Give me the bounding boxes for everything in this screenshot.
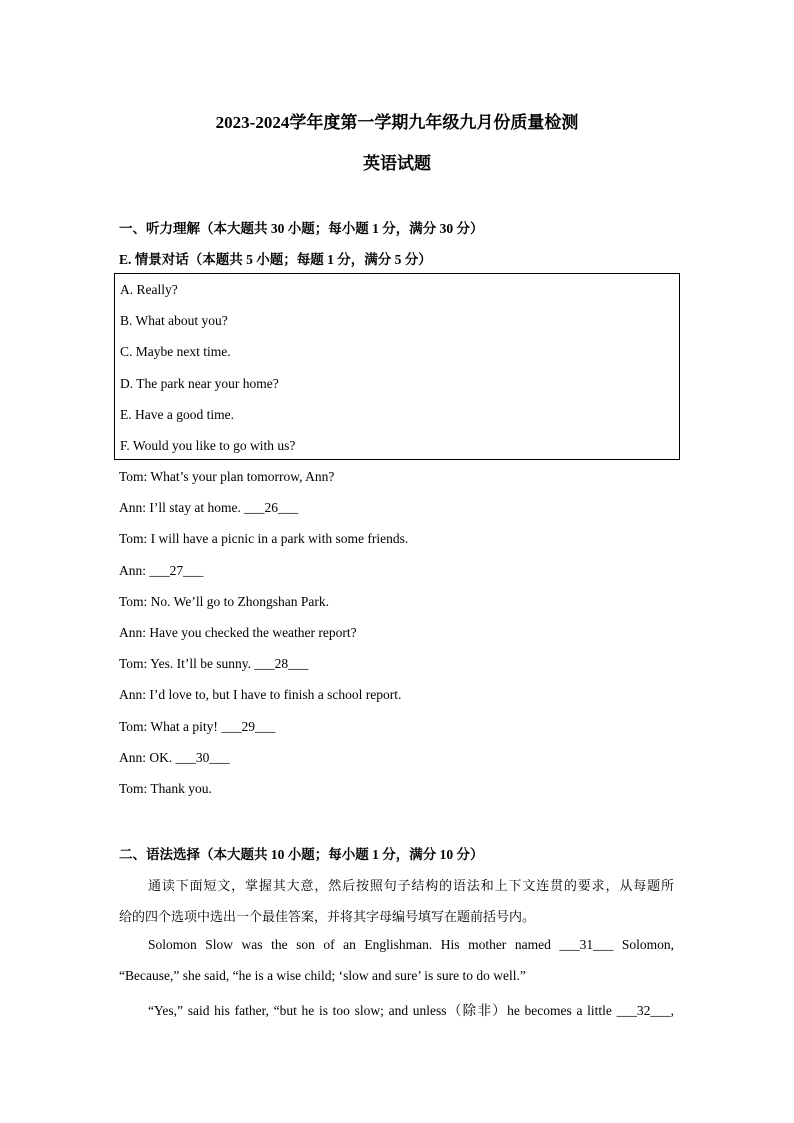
- passage-line-2: “Because,” she said, “he is a wise child; ‘slow and sure’ is sure to do well.”: [119, 968, 526, 983]
- option-f: F. Would you like to go with us?: [120, 438, 296, 453]
- passage-line-3: “Yes,” said his father, “but he is too slow; and unless（除非）he becomes a little ___32___,: [148, 1003, 674, 1018]
- instructions-line-1: 通读下面短文，掌握其大意，然后按照句子结构的语法和上下文连贯的要求，从每题所: [148, 879, 674, 894]
- option-d: D. The park near your home?: [120, 376, 279, 391]
- dialogue-line: Ann: I’d love to, but I have to finish a school report.: [119, 687, 402, 702]
- dialogue-line: Ann: I’ll stay at home. ___26___: [119, 500, 299, 515]
- document-title: 2023-2024学年度第一学期九年级九月份质量检测: [215, 113, 579, 132]
- subsection-heading-dialogue: E. 情景对话（本题共 5 小题；每题 1 分，满分 5 分）: [119, 252, 432, 267]
- dialogue-line: Tom: What’s your plan tomorrow, Ann?: [119, 469, 335, 484]
- dialogue-line: Tom: What a pity! ___29___: [119, 719, 276, 734]
- dialogue-line: Ann: OK. ___30___: [119, 750, 230, 765]
- answer-options-box: [114, 273, 680, 460]
- dialogue-line: Tom: No. We’ll go to Zhongshan Park.: [119, 594, 329, 609]
- dialogue-line: Tom: Thank you.: [119, 781, 212, 796]
- option-c: C. Maybe next time.: [120, 344, 231, 359]
- section-heading-grammar: 二、语法选择（本大题共 10 小题；每小题 1 分，满分 10 分）: [119, 847, 484, 862]
- dialogue-line: Ann: Have you checked the weather report?: [119, 625, 357, 640]
- passage-line-1: Solomon Slow was the son of an Englishman. His mother named ___31___ Solomon,: [148, 937, 674, 952]
- option-b: B. What about you?: [120, 313, 228, 328]
- section-heading-listening: 一、听力理解（本大题共 30 小题；每小题 1 分，满分 30 分）: [119, 221, 484, 236]
- dialogue-line: Ann: ___27___: [119, 563, 204, 578]
- option-a: A. Really?: [120, 282, 178, 297]
- dialogue-line: Tom: I will have a picnic in a park with some friends.: [119, 531, 409, 546]
- document-subtitle: 英语试题: [363, 154, 431, 173]
- option-e: E. Have a good time.: [120, 407, 234, 422]
- dialogue-line: Tom: Yes. It’ll be sunny. ___28___: [119, 656, 309, 671]
- instructions-line-2: 给的四个选项中选出一个最佳答案，并将其字母编号填写在题前括号内。: [119, 910, 536, 925]
